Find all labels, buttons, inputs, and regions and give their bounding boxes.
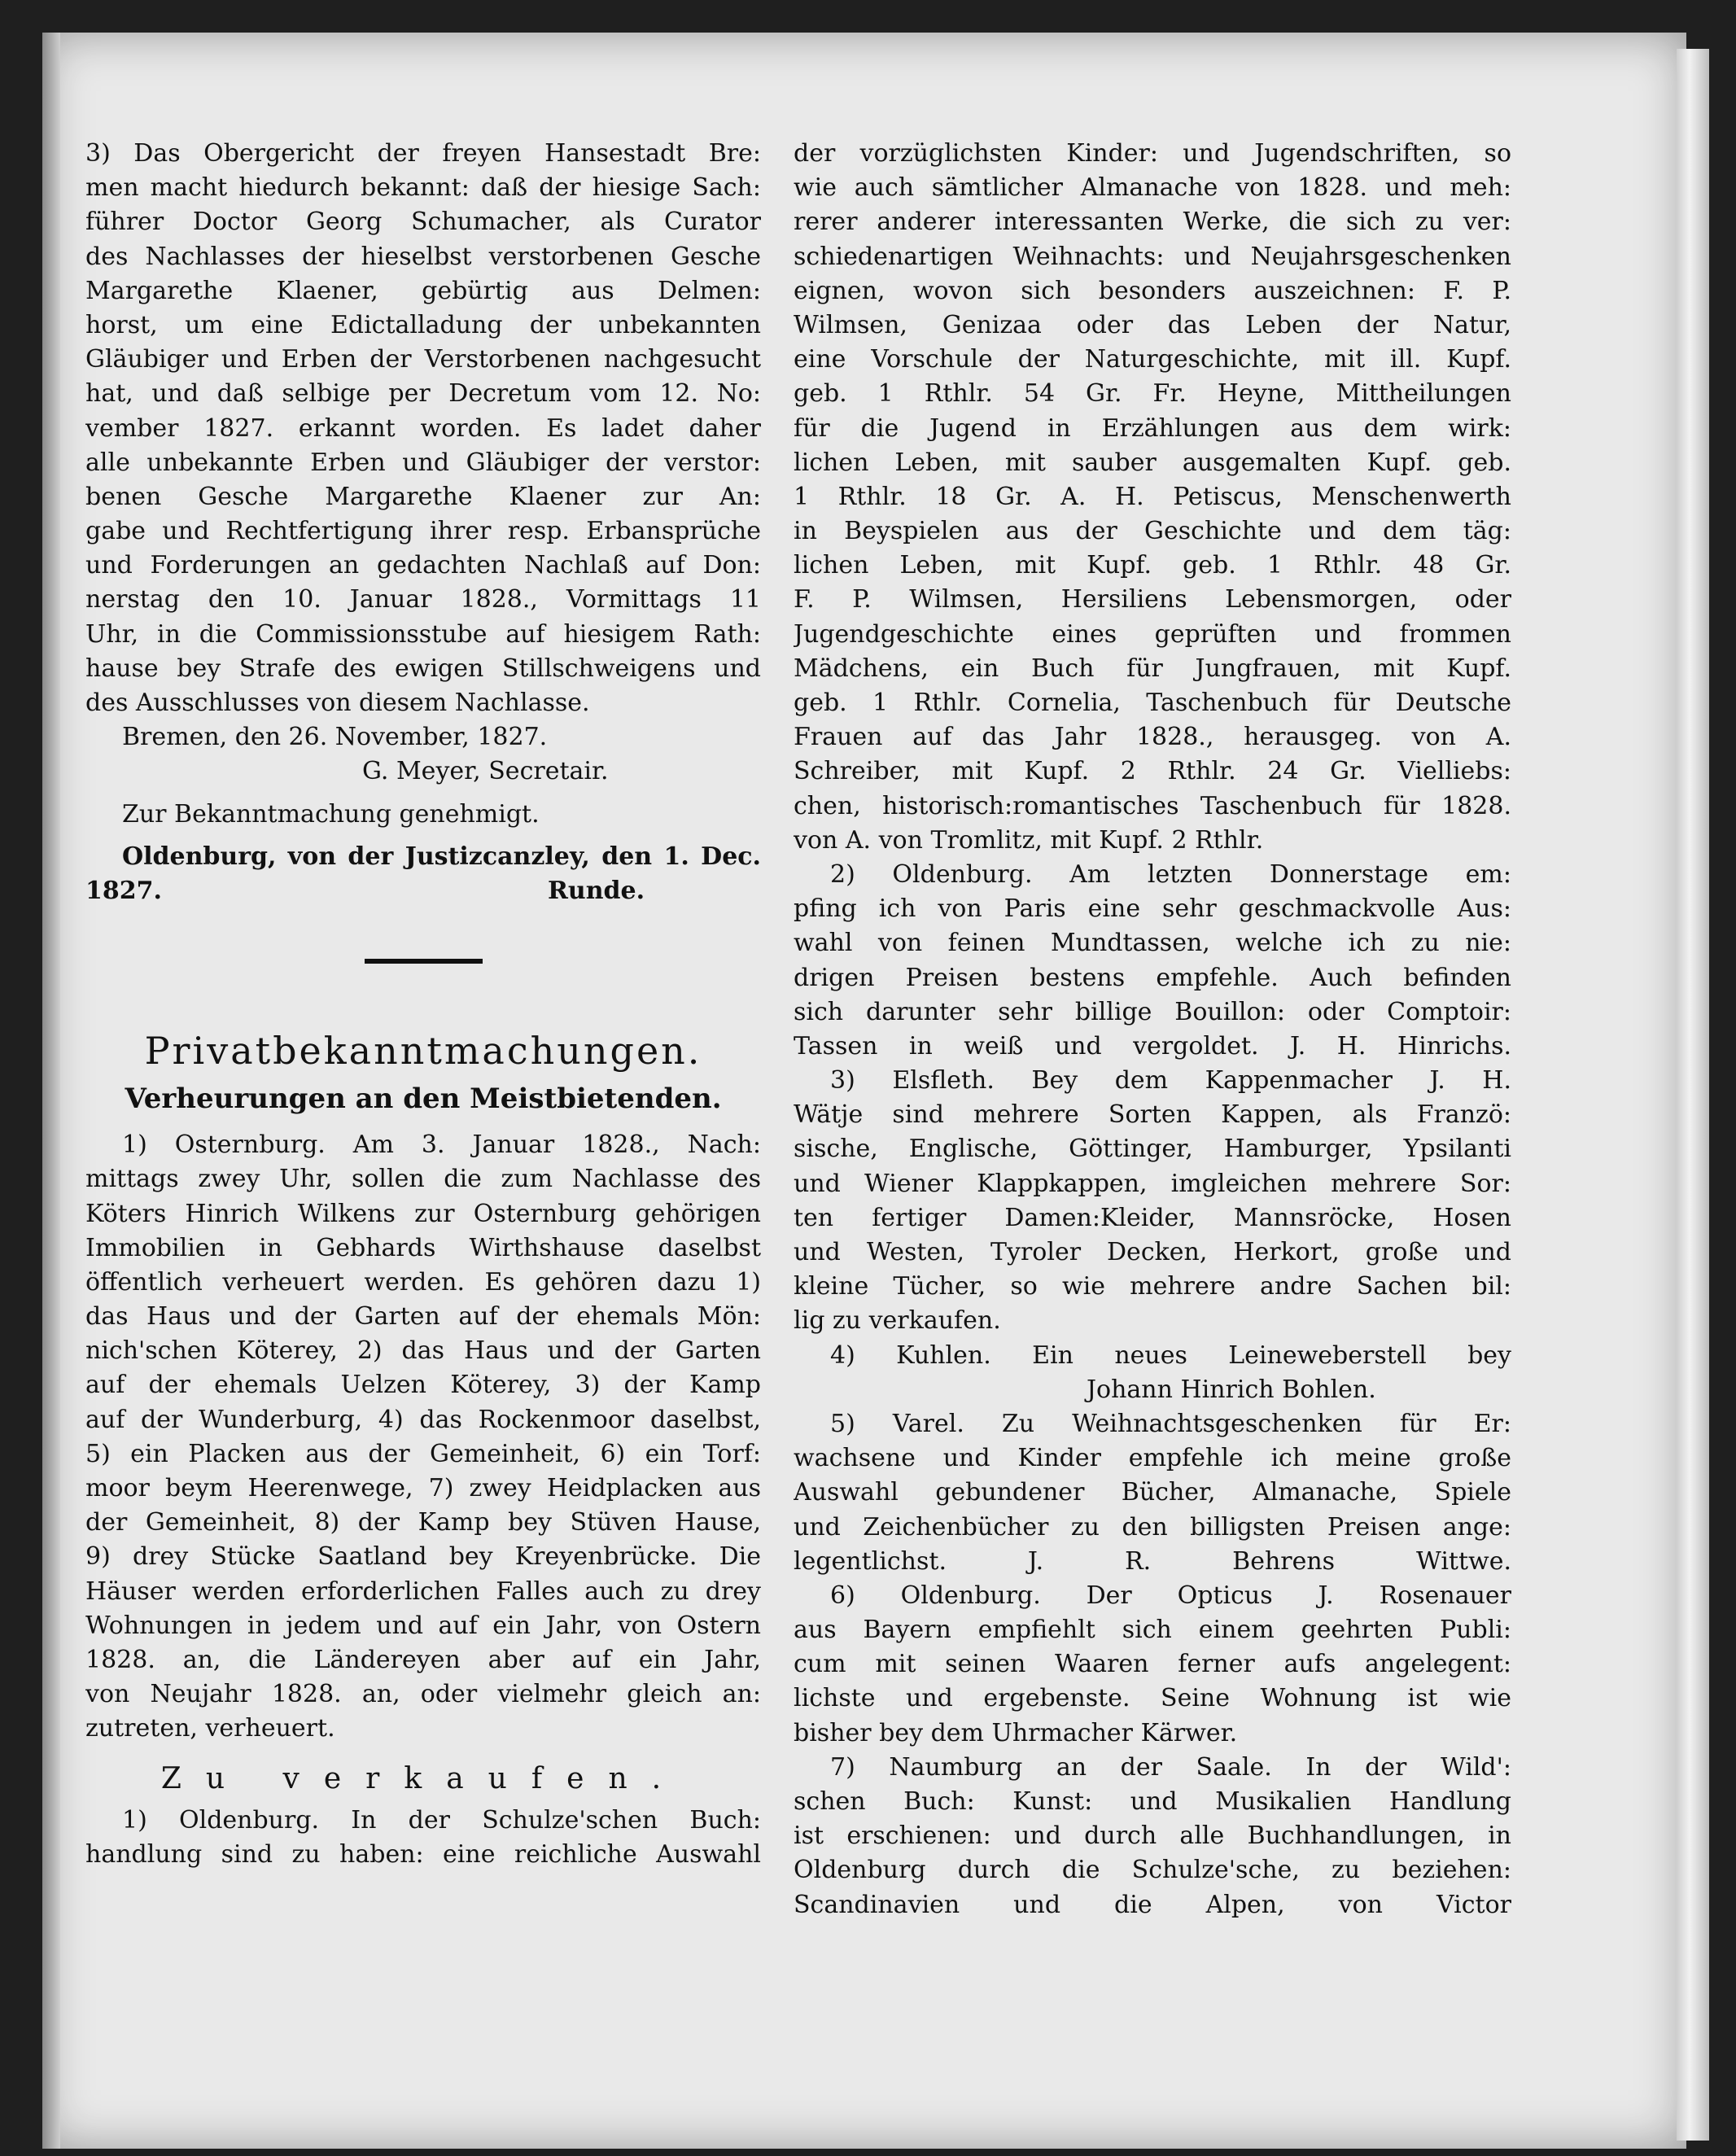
text-line: chen, historisch:romantisches Taschenbuch für 1828. <box>794 791 1511 820</box>
sale-1-oldenburg <box>85 1804 761 1872</box>
text-line: Oldenburg durch die Schulze'sche, zu beziehen: <box>794 1856 1511 1885</box>
text-line: 1828. an, die Ländereyen aber auf ein Jahr, <box>85 1645 761 1674</box>
sale-1-continued <box>794 137 1511 858</box>
text-line: Gläubiger und Erben der Verstorbenen nachgesucht <box>85 345 761 374</box>
text-line: Wohnungen in jedem und auf ein Jahr, von Ostern <box>85 1611 761 1640</box>
section-title: Privatbekanntmachungen. <box>144 1029 702 1074</box>
text-line: Tassen in weiß und vergoldet. J. H. Hinrichs. <box>794 1031 1511 1061</box>
notice-3-bremen <box>85 137 761 908</box>
text-line: handlung sind zu haben: eine reichliche Auswahl <box>85 1839 761 1869</box>
notice-2-oldenburg <box>794 858 1511 1064</box>
text-line: wachsene und Kinder empfehle ich meine große <box>794 1444 1511 1473</box>
text-line: auf der Wunderburg, 4) das Rockenmoor daselbst, <box>85 1405 761 1434</box>
text-line: geb. 1 Rthlr. Cornelia, Taschenbuch für Deutsche <box>794 689 1511 717</box>
text-line: F. P. Wilmsen, Hersiliens Lebensmorgen, oder <box>794 585 1511 614</box>
text-line: sische, Englische, Göttinger, Hamburger, Ypsilanti <box>794 1135 1511 1164</box>
court-year: 1827. <box>85 876 162 905</box>
text-line: Mädchens, ein Buch für Jungfrauen, mit Kupf. <box>794 654 1511 683</box>
text-line: legentlichst. J. R. Behrens Wittwe. <box>794 1546 1511 1576</box>
text-line: wahl von feinen Mundtassen, welche ich zu nie: <box>794 929 1511 958</box>
approval-note: Zur Bekanntmachung genehmigt. <box>122 799 540 829</box>
page-gutter <box>42 33 60 2149</box>
text-line: lichen Leben, mit Kupf. geb. 1 Rthlr. 48 Gr. <box>794 551 1511 580</box>
text-line: 3) Das Obergericht der freyen Hansestadt Bre: <box>85 139 761 168</box>
place-date: Bremen, den 26. November, 1827. <box>122 723 548 752</box>
text-line: Margarethe Klaener, gebürtig aus Delmen: <box>85 276 761 305</box>
text-line: Schreiber, mit Kupf. 2 Rthlr. 24 Gr. Vielliebs: <box>794 757 1511 786</box>
notice-3-elsfleth <box>794 1064 1511 1339</box>
text-line: sich darunter sehr billige Bouillon: oder Comptoir: <box>794 997 1511 1026</box>
text-line: des Ausschlusses von diesem Nachlasse. <box>85 689 590 717</box>
text-line: der vorzüglichsten Kinder: und Jugendschriften, so <box>794 139 1511 168</box>
text-line: schen Buch: Kunst: und Musikalien Handlung <box>794 1787 1511 1816</box>
text-line: und Forderungen an gedachten Nachlaß auf Don: <box>85 551 761 580</box>
text-line: 1) Oldenburg. In der Schulze'schen Buch: <box>122 1805 761 1835</box>
text-line: eignen, wovon sich besonders auszeichnen: F. P. <box>794 276 1511 305</box>
text-line: 7) Naumburg an der Saale. In der Wild': <box>830 1752 1511 1782</box>
text-line: lichste und ergebenste. Seine Wohnung ist wie <box>794 1684 1511 1713</box>
text-line: des Nachlasses der hieselbst verstorbenen Gesche <box>85 242 761 271</box>
text-line: 5) ein Placken aus der Gemeinheit, 6) ein Torf: <box>85 1439 761 1468</box>
notice-4-kuhlen <box>794 1339 1511 1407</box>
text-line: 3) Elsfleth. Bey dem Kappenmacher J. H. <box>830 1066 1511 1095</box>
text-line: eine Vorschule der Naturgeschichte, mit ill. Kupf. <box>794 345 1511 374</box>
subsection-title: Verheurungen an den Meistbietenden. <box>125 1082 722 1116</box>
left-column <box>85 137 761 1872</box>
text-line: von Neujahr 1828. an, oder vielmehr gleich an: <box>85 1680 761 1709</box>
text-line: Auswahl gebundener Bücher, Almanache, Spiele <box>794 1478 1511 1507</box>
text-line: Wilmsen, Genizaa oder das Leben der Natur, <box>794 310 1511 339</box>
text-line: nich'schen Köterey, 2) das Haus und der Garten <box>85 1336 761 1366</box>
text-line: 9) drey Stücke Saatland bey Kreyenbrücke. Die <box>85 1542 761 1572</box>
lease-1-osternburg <box>85 1128 761 1746</box>
text-line: Immobilien in Gebhards Wirthshause daselbst <box>85 1233 761 1262</box>
text-line: lichen Leben, mit sauber ausgemalten Kupf. geb. <box>794 448 1511 477</box>
notice-6-oldenburg <box>794 1579 1511 1751</box>
text-line: 4) Kuhlen. Ein neues Leineweberstell bey <box>830 1340 1511 1370</box>
text-line: Scandinavien und die Alpen, von Victor <box>794 1890 1511 1919</box>
text-line: gabe und Rechtfertigung ihrer resp. Erbansprüche <box>85 517 761 546</box>
text-line: ist erschienen: und durch alle Buchhandlungen, in <box>794 1821 1511 1851</box>
text-line: schiedenartigen Weihnachts: und Neujahrsgeschenken <box>794 242 1511 271</box>
text-line: men macht hiedurch bekannt: daß der hiesige Sach: <box>85 173 761 203</box>
text-line: moor beym Heerenwege, 7) zwey Heidplacken aus <box>85 1474 761 1502</box>
text-line: 2) Oldenburg. Am letzten Donnerstage em: <box>830 859 1511 889</box>
text-line: führer Doctor Georg Schumacher, als Curator <box>85 208 761 237</box>
text-line: zutreten, verheuert. <box>85 1714 335 1743</box>
text-line: und Zeichenbücher zu den billigsten Preisen ange: <box>794 1512 1511 1542</box>
notice-4-name: Johann Hinrich Bohlen. <box>1087 1375 1376 1404</box>
text-line: kleine Tücher, so wie mehrere andre Sachen bil: <box>794 1272 1511 1301</box>
text-line: lig zu verkaufen. <box>794 1306 1001 1336</box>
court-year-line <box>85 874 761 908</box>
text-line: Uhr, in die Commissionsstube auf hiesigem Rath: <box>85 619 761 649</box>
text-line: und Westen, Tyroler Decken, Herkort, große und <box>794 1238 1511 1266</box>
court-line: Oldenburg, von der Justizcanzley, den 1. Dec. <box>122 842 761 871</box>
text-line: vember 1827. erkannt worden. Es ladet daher <box>85 413 761 443</box>
text-line: nerstag den 10. Januar 1828., Vormittags 11 <box>85 585 761 614</box>
text-line: und Wiener Klappkappen, imgleichen mehrere Sor: <box>794 1169 1511 1198</box>
text-line: benen Gesche Margarethe Klaener zur An: <box>85 482 761 511</box>
right-column <box>794 137 1511 1922</box>
signature: G. Meyer, Secretair. <box>362 757 609 786</box>
text-line: hause bey Strafe des ewigen Stillschweigens und <box>85 654 761 683</box>
text-line: 6) Oldenburg. Der Opticus J. Rosenauer <box>830 1581 1511 1610</box>
text-line: öffentlich verheuert werden. Es gehören dazu 1) <box>85 1267 761 1297</box>
text-line: hat, und daß selbige per Decretum vom 12. No: <box>85 379 761 409</box>
text-line: horst, um eine Edictalladung der unbekannten <box>85 310 761 339</box>
text-line: mittags zwey Uhr, sollen die zum Nachlasse des <box>85 1165 761 1194</box>
text-line: in Beyspielen aus der Geschichte und dem täg: <box>794 517 1511 546</box>
text-line: 1) Osternburg. Am 3. Januar 1828., Nach: <box>122 1130 761 1160</box>
text-line: aus Bayern empfiehlt sich einem geehrten Publi: <box>794 1616 1511 1645</box>
text-line: Häuser werden erforderlichen Falles auch zu drey <box>85 1577 761 1606</box>
text-line: Köters Hinrich Wilkens zur Osternburg gehörigen <box>85 1199 761 1228</box>
sale-section-title: Zu verkaufen. <box>160 1761 686 1795</box>
text-line: drigen Preisen bestens empfehle. Auch befinden <box>794 963 1511 992</box>
notice-5-varel <box>794 1407 1511 1579</box>
text-line: Jugendgeschichte eines geprüften und frommen <box>794 619 1511 649</box>
text-line: geb. 1 Rthlr. 54 Gr. Fr. Heyne, Mittheilungen <box>794 379 1511 409</box>
text-line: bisher bey dem Uhrmacher Kärwer. <box>794 1718 1238 1747</box>
text-line: alle unbekannte Erben und Gläubiger der verstor: <box>85 448 761 477</box>
text-line: das Haus und der Garten auf der ehemals Mön: <box>85 1302 761 1332</box>
text-line: Frauen auf das Jahr 1828., herausgeg. von A. <box>794 723 1511 752</box>
section-divider <box>365 959 483 964</box>
text-line: für die Jugend in Erzählungen aus dem wirk: <box>794 413 1511 443</box>
text-line: wie auch sämtlicher Almanache von 1828. und meh: <box>794 173 1511 203</box>
text-line: 1 Rthlr. 18 Gr. A. H. Petiscus, Menschenwerth <box>794 482 1511 511</box>
text-line: cum mit seinen Waaren ferner aufs angelegent: <box>794 1650 1511 1679</box>
text-line: rerer anderer interessanten Werke, die sich zu ver: <box>794 208 1511 237</box>
text-line: pfing ich von Paris eine sehr geschmackvolle Aus: <box>794 894 1511 924</box>
text-line: der Gemeinheit, 8) der Kamp bey Stüven Hause, <box>85 1508 761 1537</box>
text-line: Wätje sind mehrere Sorten Kappen, als Franzö: <box>794 1100 1511 1130</box>
notice-7-naumburg <box>794 1751 1511 1922</box>
text-line: von A. von Tromlitz, mit Kupf. 2 Rthlr. <box>794 825 1264 855</box>
text-line: auf der ehemals Uelzen Köterey, 3) der Kamp <box>85 1371 761 1400</box>
court-signature: Runde. <box>548 876 645 905</box>
text-line: ten fertiger Damen:Kleider, Mannsröcke, Hosen <box>794 1203 1511 1232</box>
text-line: 5) Varel. Zu Weihnachtsgeschenken für Er: <box>830 1409 1511 1438</box>
page-edge <box>1677 49 1709 2141</box>
